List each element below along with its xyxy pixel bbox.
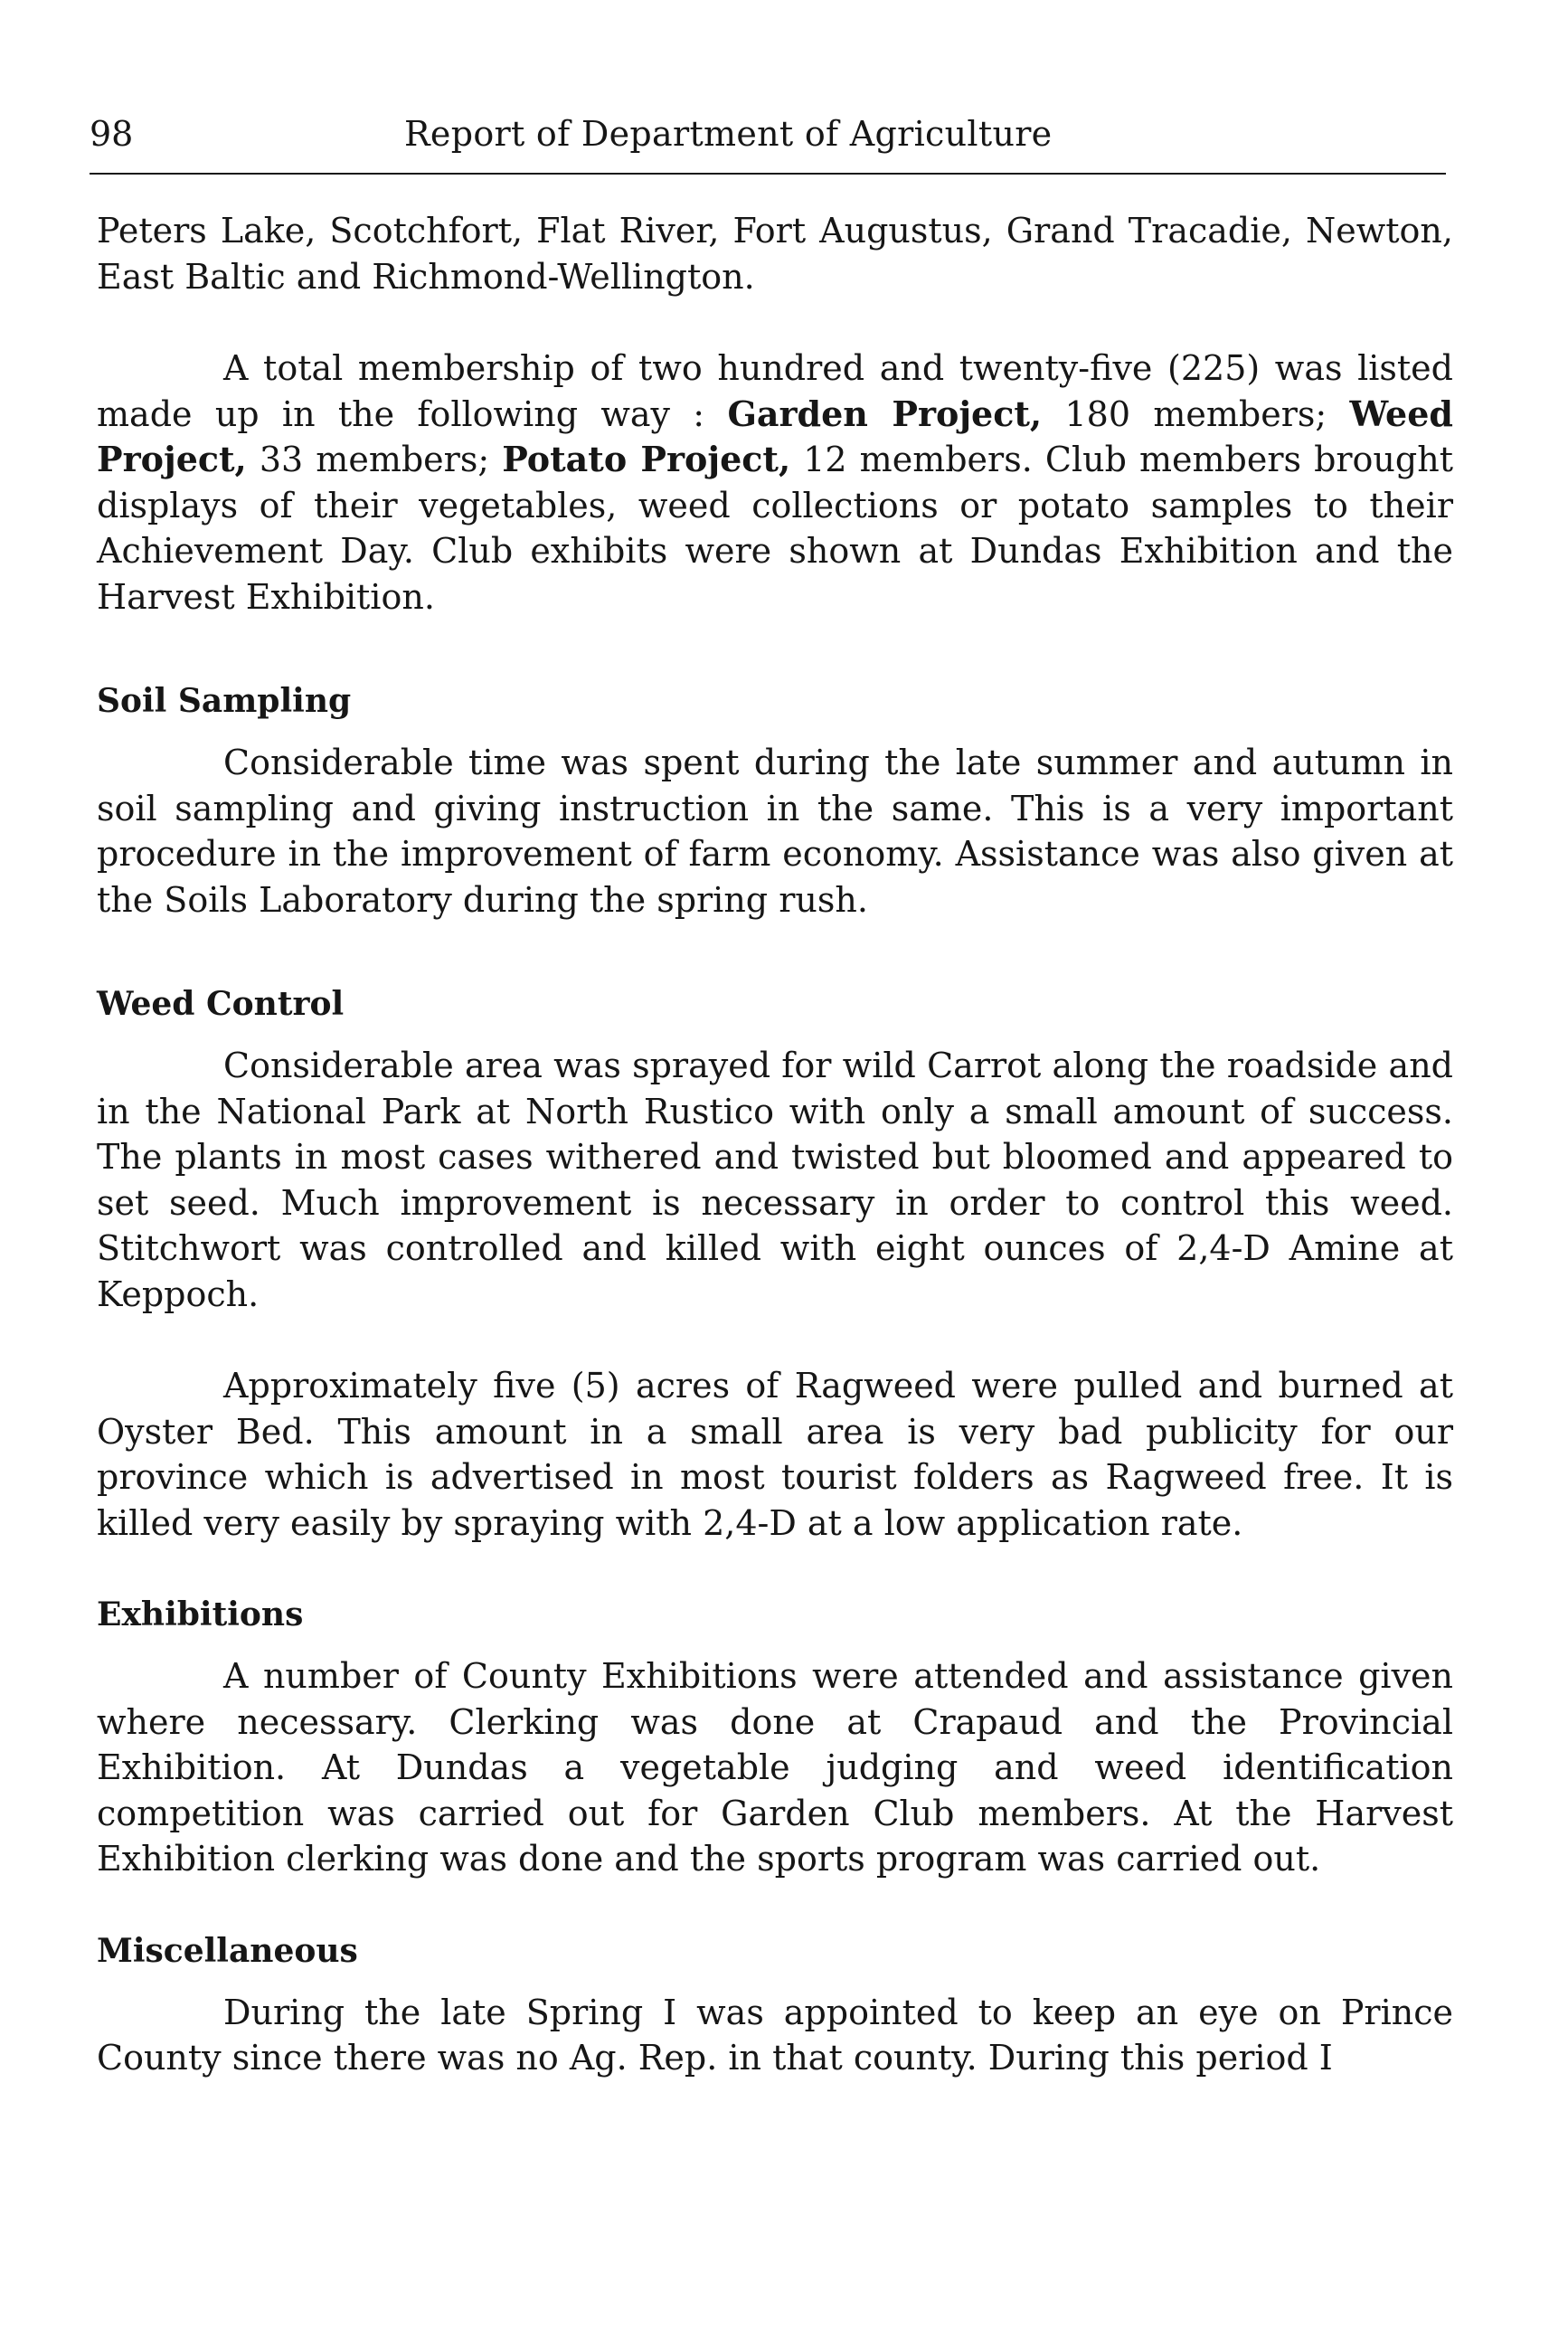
section-gap bbox=[97, 1882, 1453, 1928]
miscellaneous-paragraph: During the late Spring I was appointed to keep an eye on Prince County since there was no Ag. Rep. in that county. During this period I bbox=[97, 1992, 1453, 2078]
intro-paragraph: Peters Lake, Scotchfort, Flat River, Fort Augustus, Grand Tracadie, Newton, East Baltic and Richmond-Wellington. bbox=[97, 211, 1453, 297]
membership-text-1: A total membership of two hundred and twenty-five (225) was listed made up in the following way : bbox=[97, 348, 1453, 434]
section-gap bbox=[97, 620, 1453, 678]
membership-text-3: 33 members; bbox=[246, 440, 503, 479]
exhibitions-heading: Exhibitions bbox=[97, 1595, 304, 1633]
weed-control-heading: Weed Control bbox=[97, 985, 345, 1023]
page-body bbox=[97, 208, 1453, 2081]
weed-project-label: Weed Project, bbox=[97, 393, 1453, 479]
section-gap bbox=[97, 1546, 1453, 1592]
membership-text-2: 180 members; bbox=[1042, 393, 1350, 434]
heading-gap bbox=[97, 1974, 1453, 1990]
weed-control-paragraph-2: Approximately five (5) acres of Ragweed were pulled and burned at Oyster Bed. This amount in a small area is very bad publicity for our province which is advertised in most tourist folders as Ragweed free. It is killed very easily by spraying with 2,4-D at a low application rate. bbox=[97, 1366, 1453, 1543]
page-header bbox=[90, 107, 1453, 161]
paragraph-gap bbox=[97, 299, 1453, 346]
report-page bbox=[90, 107, 1453, 2078]
potato-project-label: Potato Project, bbox=[502, 439, 791, 479]
running-title: Report of Department of Agriculture bbox=[404, 114, 1053, 154]
header-rule bbox=[90, 173, 1446, 175]
heading-gap bbox=[97, 1027, 1453, 1043]
garden-project-label: Garden Project, bbox=[727, 393, 1043, 434]
page-number: 98 bbox=[90, 114, 134, 154]
section-gap bbox=[97, 923, 1453, 981]
membership-text-4: 12 members. Club members brought displays of their vegetables, weed collections or potato samples to their Achievement Day. Club exhibits were shown at Dundas Exhibition and the Harvest Exhibition. bbox=[97, 440, 1453, 617]
heading-gap bbox=[97, 1637, 1453, 1653]
exhibitions-paragraph: A number of County Exhibitions were attended and assistance given where necessary. Clerking was done at Crapaud and the Provincial Exhibition. At Dundas a vegetable judging and weed identification competition was carried out for Garden Club members. At the Harvest Exhibition clerking was done and the sports program was carried out. bbox=[97, 1656, 1453, 1879]
miscellaneous-heading: Miscellaneous bbox=[97, 1931, 358, 1970]
heading-gap bbox=[97, 724, 1453, 740]
membership-paragraph bbox=[97, 346, 1453, 620]
paragraph-gap bbox=[97, 1317, 1453, 1363]
weed-control-paragraph-1: Considerable area was sprayed for wild Carrot along the roadside and in the National Park at North Rustico with only a small amount of success. The plants in most cases withered and twisted but bloomed and appeared to set seed. Much improvement is necessary in order to control this weed. Stitchwort was controlled and killed with eight ounces of 2,4-D Amine at Keppoch. bbox=[97, 1046, 1453, 1314]
soil-sampling-heading: Soil Sampling bbox=[97, 682, 352, 720]
soil-sampling-paragraph: Considerable time was spent during the late summer and autumn in soil sampling and giving instruction in the same. This is a very important procedure in the improvement of farm economy. Assistance was also given at the Soils Laboratory during the spring rush. bbox=[97, 743, 1453, 920]
